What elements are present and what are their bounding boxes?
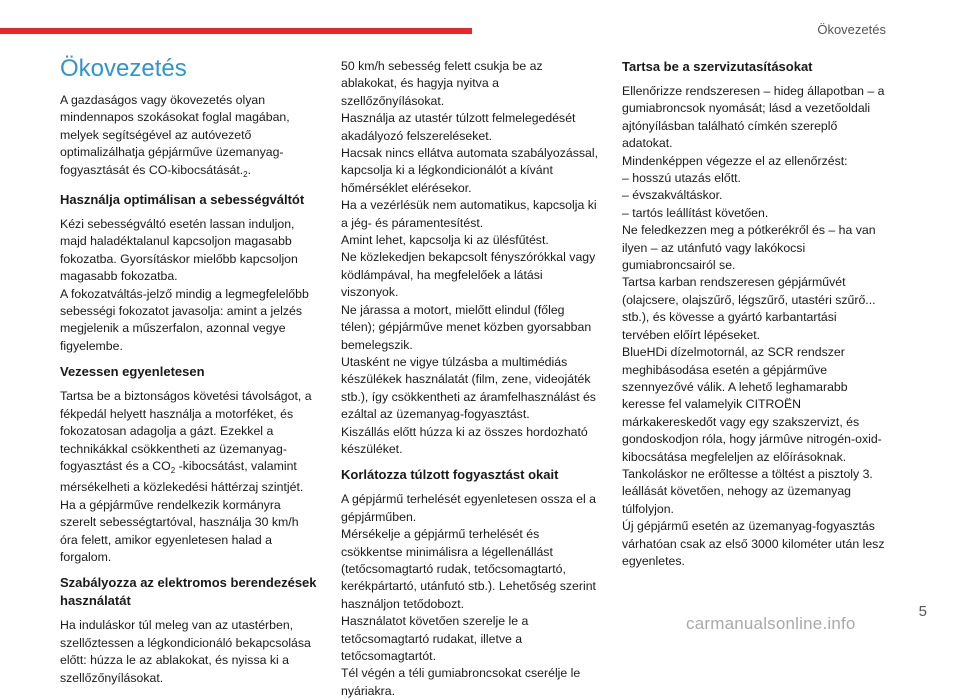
page-title: Ökovezetés [60, 55, 187, 82]
header-accent-bar [0, 28, 472, 34]
section-heading-service: Tartsa be a szervizutasításokat [622, 59, 813, 74]
page-number: 5 [918, 603, 927, 620]
column-2 [341, 58, 599, 700]
running-header: Ökovezetés [817, 22, 886, 37]
section-body-service: Ellenőrizze rendszeresen – hideg állapotban – a gumiabroncsok nyomását; lásd a vezetőoldali ajtónyílásban található címkén szereplő adatokat. Mindenképpen végezze el az ellenőrzést: – hosszú utazás előtt. – évszakváltáskor. – tartós leállítást követően. Ne feledkezzen meg a pótkerékről és – ha van ilyen – az utánfutó vagy lakókocsi gumiabroncsairól se. Tartsa karban rendszeresen gépjárművét (olajcsere, olajszűrő, légszűrő, utastéri szűrő... stb.), és kövesse a gyártó karbantartási tervében előírt lépéseket. BlueHDi dízelmotornál, az SCR rendszer meghibásodása esetén a gépjárműve szennyezővé válik. A lehető leghamarabb keresse fel valamelyik CITROËN márkakereskedőt vagy egy szakszervizt, és gondoskodjon róla, hogy jármûve nitrogén-oxid-kibocsátása megfeleljen az előírásoknak. Tankoláskor ne erőltesse a töltést a pisztoly 3. leállását követően, nehogy az üzemanyag túlfolyjon. Új gépjármű esetén az üzemanyag-fogyasztás várhatóan csak az első 3000 kilométer után lesz egyenletes. [622, 84, 885, 568]
section-heading-electrical: Szabályozza az elektromos berendezések használatát [60, 575, 317, 609]
intro-paragraph [60, 92, 318, 183]
section-body-gearbox: Kézi sebességváltó esetén lassan induljon, majd haladéktalanul kapcsoljon magasabb fokozatba. Gyorsításkor mielőbb kapcsoljon magasabb fokozatba. A fokozatváltás-jelző mindig a legmegfelelőbb sebességi fokozatot javasolja: amint a jelzés megjelenik a műszerfalon, azonnal vegye figyelembe. [60, 217, 309, 353]
section-body-consumption: A gépjármű terhelését egyenletesen ossza el a gépjárműben. Mérsékelje a gépjármű terhelését és csökkentse minimálisra a légellenállást (tetőcsomagtartó rudak, tetőcsomagtartó, kerékpártartó, utánfutó stb.). Lehetőség szerint használjon tetődobozt. Használatot követően szerelje le a tetőcsomagtartó rudakat, illetve a tetőcsomagtartót. Tél végén a téli gumiabroncsokat cserélje le nyáriakra. [341, 492, 596, 698]
column-1 [60, 54, 318, 687]
section-body-electrical-part1: Ha induláskor túl meleg van az utastérben, szellőztessen a légkondicionáló bekapcsolása előtt: húzza le az ablakokat, és nyissa ki a szellőzőnyílásokat. [60, 618, 311, 685]
watermark: carmanualsonline.info [686, 614, 856, 633]
column-3 [622, 58, 886, 570]
section-body-smooth-driving [60, 388, 318, 566]
smooth-driving-text-end: -kibocsátást, valamint mérsékelheti a közlekedési háttérzaj szintjét. Ha a gépjárműve rendelkezik kormányra szerelt sebességtartóval, használja 30 km/h óra felett, amikor egyenletesen halad a forgalom. [60, 458, 304, 564]
section-heading-gearbox: Használja optimálisan a sebességváltót [60, 192, 305, 208]
intro-subscript: 2 [243, 169, 248, 179]
section-heading-smooth-driving: Vezessen egyenletesen [60, 364, 205, 380]
section-heading-consumption: Korlátozza túlzott fogyasztást okait [341, 467, 559, 483]
smooth-driving-text: Tartsa be a biztonságos követési távolságot, a fékpedál helyett használja a motorféket, és fokozatosan adagolja a gázt. Ezekkel a technikákkal csökkentheti az üzemanyag-fogyasztást és a CO [60, 389, 312, 473]
intro-text: A gazdaságos vagy ökovezetés olyan mindennapos szokásokat foglal magában, melyek segítségével az autóvezető optimalizálhatja gépjárműve üzemanyag-fogyasztását és CO-kibocsátását. [60, 93, 290, 177]
co2-subscript: 2 [170, 465, 176, 475]
intro-text-end: . [247, 162, 252, 177]
section-body-electrical-part2: 50 km/h sebesség felett csukja be az ablakokat, és hagyja nyitva a szellőzőnyílásokat. Használja az utastér túlzott felmelegedését akadályozó felszereléseket. Hacsak nincs ellátva automata szabályozással, kapcsolja ki a légkondicionálót a kívánt hőmérséklet elérésekor. Ha a vezérlésük nem automatikus, kapcsolja ki a jég- és páramentesítést. Amint lehet, kapcsolja ki az ülésfűtést. Ne közlekedjen bekapcsolt fényszórókkal vagy ködlámpával, ha megfelelőek a látási viszonyok. Ne járassa a motort, mielőtt elindul (főleg télen); gépjárműve menet közben gyorsabban bemelegszik. Utasként ne vigye túlzásba a multimédiás készülékek használatát (film, zene, videojáték stb.), így csökkentheti az áramfelhasználást és ezáltal az üzemanyag-fogyasztást. Kiszállás előtt húzza ki az összes hordozható készüléket. [341, 59, 598, 456]
